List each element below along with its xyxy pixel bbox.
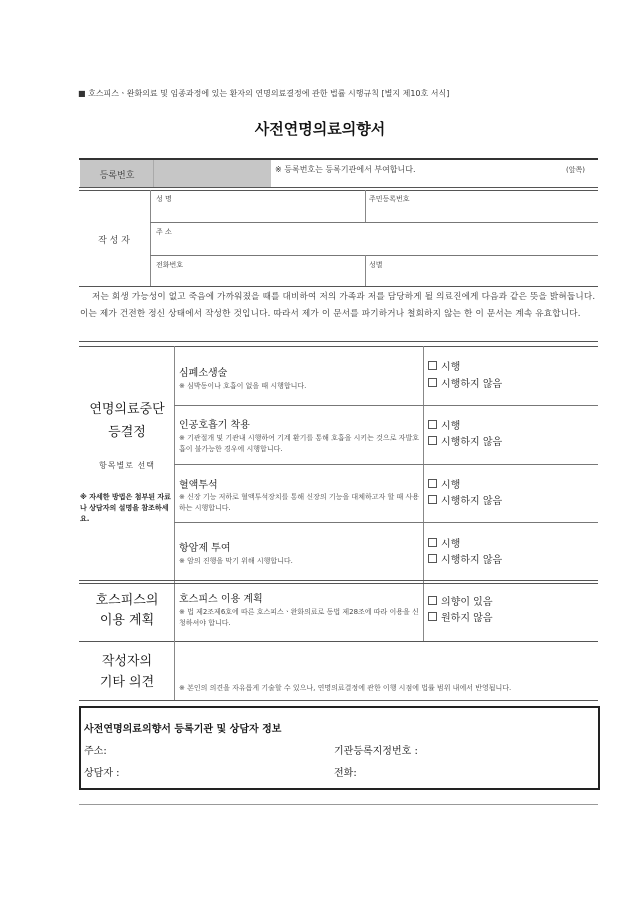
- registration-note: ※ 등록번호는 등록기관에서 부여합니다.: [275, 165, 416, 174]
- checkbox-icon: [428, 479, 437, 488]
- divider: [365, 255, 366, 286]
- divider: [79, 286, 598, 287]
- divider: [79, 804, 598, 805]
- registration-label: 등록번호: [99, 171, 135, 181]
- divider: [174, 464, 598, 465]
- other-note: ※ 본인의 의견을 자유롭게 기술할 수 있으나, 연명의료결정에 관한 이행 시점에 법률 범위 내에서 반영됩니다.: [179, 684, 512, 692]
- checkbox-icon: [428, 612, 437, 621]
- hospice-option-yes[interactable]: 의향이 있음: [428, 596, 492, 610]
- counselor-label: 상담자 :: [84, 768, 120, 779]
- declaration-text: 저는 회생 가능성이 없고 죽음에 가까워졌을 때를 대비하여 저의 가족과 저를 담당하게 될 의료진에게 다음과 같은 뜻을 밝혀둡니다. 이는 제가 건전한 정신 상태에서 작성한 것입니다. 따라서 제가 이 문서를 파기하거나 철회하지 않는 한 이 문서는 계속 유효합니다.: [80, 292, 596, 319]
- dialysis-option-no[interactable]: 시행하지 않음: [428, 495, 502, 509]
- divider: [79, 187, 598, 188]
- divider: [423, 346, 424, 641]
- dialysis-title: 혈액투석: [179, 480, 218, 491]
- hospice-title-2: 이용 계획: [99, 613, 155, 628]
- divider: [79, 700, 598, 701]
- hospice-item-desc: ※ 법 제2조제6호에 따른 호스피스ㆍ완화의료로 동법 제28조에 따라 이용을 신청하셔야 합니다.: [179, 608, 419, 627]
- ventilator-option-yes[interactable]: 시행: [428, 420, 460, 434]
- life-sustaining-title-2: 등결정: [108, 425, 146, 440]
- institution-address-label: 주소:: [84, 746, 107, 757]
- chemo-title: 항암제 투여: [179, 543, 231, 554]
- divider: [150, 222, 598, 223]
- divider: [365, 190, 366, 222]
- divider: [79, 341, 598, 342]
- ventilator-title: 인공호흡기 착용: [179, 420, 250, 431]
- chemo-option-no[interactable]: 시행하지 않음: [428, 554, 502, 568]
- hospice-title-1: 호스피스의: [95, 593, 159, 608]
- select-hint: 항목별로 선택: [99, 461, 155, 470]
- divider: [79, 580, 598, 581]
- cpr-option-yes[interactable]: 시행: [428, 361, 460, 375]
- gender-label: 성별: [369, 261, 383, 269]
- ventilator-option-no[interactable]: 시행하지 않음: [428, 436, 502, 450]
- chemo-desc: ※ 암의 진행을 막기 위해 시행합니다.: [179, 557, 293, 565]
- divider: [153, 160, 154, 187]
- hospice-option-no[interactable]: 원하지 않음: [428, 612, 492, 626]
- checkbox-icon: [428, 420, 437, 429]
- checkbox-icon: [428, 361, 437, 370]
- institution-phone-label: 전화:: [334, 768, 357, 779]
- divider: [79, 346, 598, 347]
- divider: [174, 522, 598, 523]
- other-title-2: 기타 의견: [99, 675, 155, 690]
- checkbox-icon: [428, 436, 437, 445]
- phone-label: 전화번호: [156, 261, 184, 269]
- resident-number-label: 주민등록번호: [369, 195, 410, 203]
- divider: [79, 190, 598, 191]
- checkbox-icon: [428, 596, 437, 605]
- divider: [150, 255, 598, 256]
- life-sustaining-title-1: 연명의료중단: [89, 402, 165, 417]
- divider: [79, 583, 598, 584]
- address-label: 주 소: [156, 228, 172, 236]
- checkbox-icon: [428, 495, 437, 504]
- dialysis-desc: ※ 신장 기능 저하로 혈액투석장치를 통해 신장의 기능을 대체하고자 할 때 사용하는 시행합니다.: [179, 493, 419, 512]
- author-section-label: 작 성 자: [98, 236, 130, 246]
- checkbox-icon: [428, 378, 437, 387]
- divider: [174, 346, 175, 641]
- ventilator-desc: ※ 기관절개 및 기관내 시행하여 기계 환기를 통해 호흡을 시키는 것으로 자발호흡이 불가능한 경우에 시행합니다.: [179, 434, 419, 453]
- institution-title: 사전연명의료의향서 등록기관 및 상담자 정보: [84, 724, 282, 735]
- cpr-option-no[interactable]: 시행하지 않음: [428, 378, 502, 392]
- checkbox-icon: [428, 554, 437, 563]
- hospice-item-title: 호스피스 이용 계획: [179, 594, 263, 605]
- page-title: 사전연명의료의향서: [254, 120, 386, 138]
- cpr-desc: ※ 심박동이나 호흡이 없을 때 시행합니다.: [179, 382, 307, 390]
- page-side-note: (앞쪽): [566, 166, 585, 174]
- other-title-1: 작성자의: [101, 654, 153, 669]
- checkbox-icon: [428, 538, 437, 547]
- form-reference: ■ 호스피스ㆍ완화의료 및 임종과정에 있는 환자의 연명의료결정에 관한 법률 시행규칙 [별지 제10호 서식]: [78, 89, 450, 98]
- divider: [174, 405, 598, 406]
- cpr-title: 심폐소생술: [179, 368, 228, 379]
- name-label: 성 명: [156, 195, 172, 203]
- divider: [150, 190, 151, 286]
- institution-designation-label: 기관등록지정번호 :: [334, 746, 418, 757]
- chemo-option-yes[interactable]: 시행: [428, 538, 460, 552]
- guide-note: ※ 자세한 방법은 첨부된 자료나 상담자의 설명을 참조하세요.: [80, 493, 171, 523]
- dialysis-option-yes[interactable]: 시행: [428, 479, 460, 493]
